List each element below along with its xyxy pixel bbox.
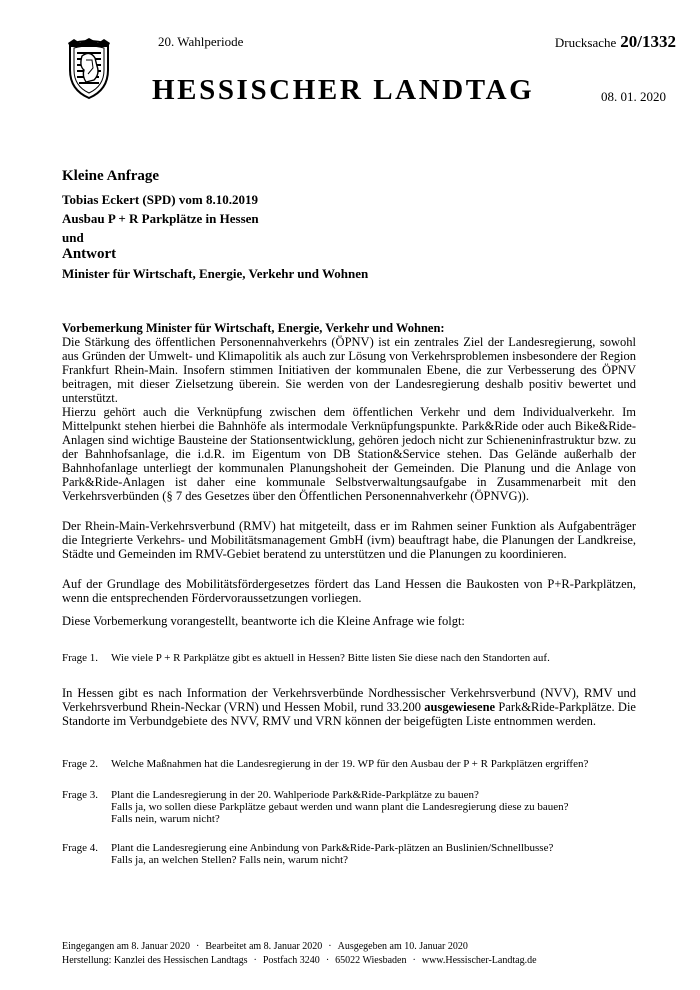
paragraph-4: Auf der Grundlage des Mobilitätsfördergesetzes fördert das Land Hessen die Baukosten von P+R-Parkplätzen, wenn die entsprechenden Fördervoraussetzungen vorliegen. bbox=[62, 577, 636, 605]
document-date: 08. 01. 2020 bbox=[601, 89, 666, 104]
heading-subject: Ausbau P + R Parkplätze in Hessen bbox=[62, 211, 259, 226]
question-text: Plant die Landesregierung in der 20. Wahlperiode Park&Ride-Parkplätze zu bauen? Falls ja, wo sollen diese Parkplätze gebaut werden und wann plant die Landesregierung diese zu bauen? Falls nein, warum nicht? bbox=[111, 789, 569, 825]
preamble-text: Die Stärkung des öffentlichen Personennahverkehrs (ÖPNV) ist ein zentrales Ziel der Landesregierung, sowohl aus Gründen der Umwelt- und Klimapolitik als auch zur Lösung von Verkehrsproblemen insbesondere der Region Frankfurt Rhein-Main. Insofern stimmen Initiativen der kommunalen Ebene, die zur Verbesserung des ÖPNV beitragen, mit dieser Zielsetzung überein. Sie werden von der Landesregierung deshalb positiv bewertet und unterstützt. bbox=[62, 335, 636, 405]
question-text: Plant die Landesregierung eine Anbindung von Park&Ride-Park-plätzen an Buslinien/Schnellbusse? Falls ja, an welchen Stellen? Falls nein, warum nicht? bbox=[111, 842, 554, 866]
footer-bearbeitet: Bearbeitet am 8. Januar 2020 bbox=[205, 941, 323, 952]
preamble-label: Vorbemerkung Minister für Wirtschaft, Energie, Verkehr und Wohnen: bbox=[62, 321, 445, 335]
heading-antwort: Antwort bbox=[62, 246, 117, 262]
footer-ausgegeben: Ausgegeben am 10. Januar 2020 bbox=[337, 941, 468, 952]
question-label: Frage 3. bbox=[62, 789, 99, 801]
heading-und: und bbox=[62, 230, 84, 245]
answer-text-end: Park&Ride-Parkplätze. Die Standorte im Verbundgebiete des NVV, RMV und VRN können der beigefügten Liste entnommen werden. bbox=[62, 700, 636, 728]
footer-separator: · bbox=[253, 955, 257, 966]
heading-author: Tobias Eckert (SPD) vom 8.10.2019 bbox=[62, 192, 258, 207]
question-3 bbox=[62, 789, 636, 825]
paragraph-5: Diese Vorbemerkung vorangestellt, beantworte ich die Kleine Anfrage wie folgt: bbox=[62, 614, 465, 628]
question-4 bbox=[62, 842, 636, 866]
heading-minister: Minister für Wirtschaft, Energie, Verkehr und Wohnen bbox=[62, 266, 369, 281]
footer-imprint bbox=[62, 955, 537, 966]
question-label: Frage 4. bbox=[62, 842, 99, 854]
answer-text: In Hessen gibt es nach Information der Verkehrsverbünde Nordhessischer Verkehrsverbund (NVV), RMV und Verkehrsverbund Rhein-Neckar (VRN) und Hessen Mobil, rund 33.200 bbox=[62, 686, 636, 714]
paragraph-2: Hierzu gehört auch die Verknüpfung zwischen dem öffentlichen Verkehr und dem Individualverkehr. Im Mittelpunkt stehen hierbei die Bahnhöfe als intermodale Verknüpfungspunkte. Park&Ride oder auch Bike&Ride-Anlagen sind wichtige Bausteine der Stationsentwicklung, gehören jedoch nicht zur Schieneninfrastruktur bzw. zu der Bahnhofsanlage, die i.d.R. im Eigentum von DB Station&Service stehen. Das Gelände außerhalb der Bahnhofanlage unterliegt der kommunalen Planungshoheit der Gemeinden. Die Planung und die Anlage von Park&Ride-Anlagen ist daher eine kommunale Selbstverwaltungsaufgabe in Zusammenarbeit mit den Verkehrsverbünden (§ 7 des Gesetzes über den Öffentlichen Personennahverkehr (ÖPNVG)). bbox=[62, 405, 636, 503]
drucksache-number: 20/1332 bbox=[620, 32, 676, 51]
footer-separator: · bbox=[325, 955, 330, 966]
hessen-coat-of-arms-icon bbox=[62, 36, 116, 102]
question-1 bbox=[62, 652, 636, 664]
footer-herstellung: Herstellung: Kanzlei des Hessischen Landtags bbox=[62, 955, 248, 966]
preamble bbox=[62, 321, 636, 405]
footer-separator: · bbox=[196, 941, 200, 952]
footer-website-link[interactable]: www.Hessischer-Landtag.de bbox=[421, 955, 537, 966]
question-label: Frage 1. bbox=[62, 652, 99, 664]
drucksache-label: Drucksache bbox=[554, 35, 617, 50]
answer-1 bbox=[62, 686, 636, 728]
question-label: Frage 2. bbox=[62, 758, 99, 770]
footer-postfach: Postfach 3240 bbox=[262, 955, 320, 966]
footer-separator: · bbox=[328, 941, 332, 952]
document-title: HESSISCHER LANDTAG bbox=[152, 74, 535, 106]
question-text: Welche Maßnahmen hat die Landesregierung in der 19. WP für den Ausbau der P + R Parkplätzen ergriffen? bbox=[111, 758, 589, 770]
footer-eingegangen: Eingegangen am 8. Januar 2020 bbox=[62, 941, 191, 952]
footer-separator: · bbox=[412, 955, 416, 966]
heading-kleine-anfrage: Kleine Anfrage bbox=[62, 168, 160, 184]
footer-dates bbox=[62, 941, 468, 952]
question-2 bbox=[62, 758, 636, 770]
electoral-period: 20. Wahlperiode bbox=[158, 34, 244, 49]
paragraph-3: Der Rhein-Main-Verkehrsverbund (RMV) hat mitgeteilt, dass er im Rahmen seiner Funktion als Aufgabenträger die Integrierte Verkehrs- und Mobilitätsmanagement GmbH (ivm) beauftragt habe, die Planungen der Landkreise, Städte und Gemeinden im RMV-Gebiet beratend zu unterstützen und die Planungen zu koordinieren. bbox=[62, 519, 636, 561]
footer-ort: 65022 Wiesbaden bbox=[335, 955, 407, 966]
answer-emphasis: ausgewiesene bbox=[424, 700, 496, 714]
drucksache bbox=[555, 32, 676, 52]
question-text: Wie viele P + R Parkplätze gibt es aktuell in Hessen? Bitte listen Sie diese nach den Standorten auf. bbox=[111, 652, 550, 664]
